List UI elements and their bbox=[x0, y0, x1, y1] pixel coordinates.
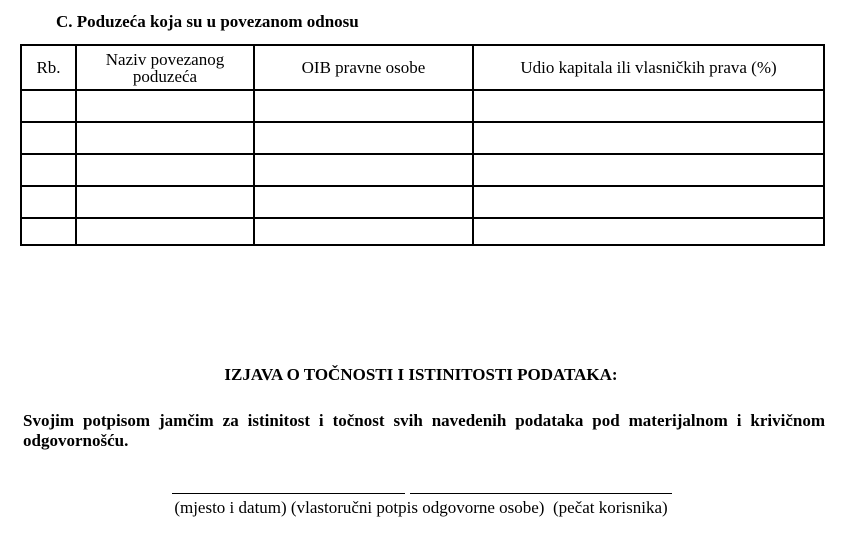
cell-capital-share[interactable] bbox=[473, 186, 824, 218]
cell-oib[interactable] bbox=[254, 186, 473, 218]
table-row bbox=[21, 186, 824, 218]
header-rb: Rb. bbox=[21, 45, 76, 90]
declaration-title: IZJAVA O TOČNOSTI I ISTINITOSTI PODATAKA: bbox=[224, 365, 618, 384]
section-title: C. Poduzeća koja su u povezanom odnosu bbox=[56, 12, 359, 31]
cell-company-name[interactable] bbox=[76, 90, 254, 122]
header-capital-share: Udio kapitala ili vlasničkih prava (%) bbox=[473, 45, 824, 90]
table-row bbox=[21, 122, 824, 154]
table-row bbox=[21, 218, 824, 245]
cell-company-name[interactable] bbox=[76, 186, 254, 218]
cell-company-name[interactable] bbox=[76, 218, 254, 245]
cell-oib[interactable] bbox=[254, 154, 473, 186]
related-companies-table bbox=[20, 44, 825, 246]
place-date-signature-line bbox=[172, 493, 405, 494]
header-company-name: Naziv povezanog poduzeća bbox=[76, 45, 254, 90]
cell-rb[interactable] bbox=[21, 90, 76, 122]
table-header-row bbox=[21, 45, 824, 90]
cell-rb[interactable] bbox=[21, 186, 76, 218]
cell-oib[interactable] bbox=[254, 90, 473, 122]
cell-oib[interactable] bbox=[254, 122, 473, 154]
cell-rb[interactable] bbox=[21, 122, 76, 154]
cell-rb[interactable] bbox=[21, 154, 76, 186]
cell-capital-share[interactable] bbox=[473, 218, 824, 245]
cell-capital-share[interactable] bbox=[473, 154, 824, 186]
cell-company-name[interactable] bbox=[76, 122, 254, 154]
declaration-text: Svojim potpisom jamčim za istinitost i točnost svih navedenih podataka pod materijalnom i krivičnom odgovornošću. bbox=[23, 411, 825, 450]
cell-capital-share[interactable] bbox=[473, 90, 824, 122]
signature-line bbox=[410, 493, 672, 494]
header-oib: OIB pravne osobe bbox=[254, 45, 473, 90]
table-row bbox=[21, 154, 824, 186]
cell-oib[interactable] bbox=[254, 218, 473, 245]
cell-company-name[interactable] bbox=[76, 154, 254, 186]
cell-capital-share[interactable] bbox=[473, 122, 824, 154]
table-row bbox=[21, 90, 824, 122]
signature-labels: (mjesto i datum) (vlastoručni potpis odgovorne osobe) (pečat korisnika) bbox=[174, 498, 668, 517]
cell-rb[interactable] bbox=[21, 218, 76, 245]
